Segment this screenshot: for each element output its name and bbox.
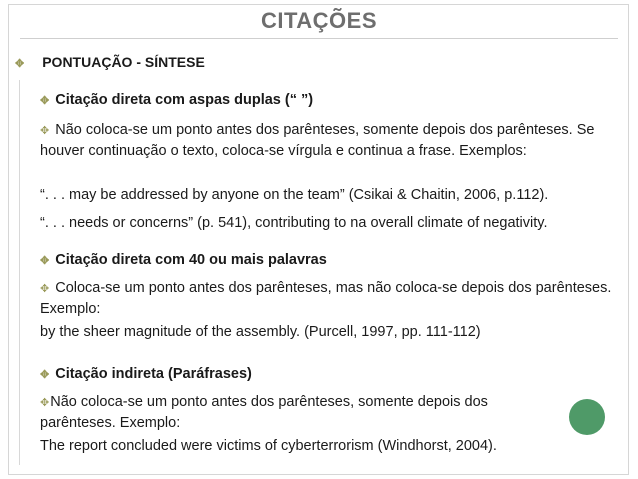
- section-3-header-text: Citação indireta (Paráfrases): [55, 366, 252, 382]
- section-2-note-text: Coloca-se um ponto antes dos parênteses, mas não coloca-se depois dos parênteses. Exemplo:: [40, 280, 612, 317]
- section-1-header: [40, 90, 615, 111]
- diamond-bullet-icon: ✥: [40, 125, 50, 137]
- side-divider: [19, 80, 20, 465]
- main-heading-text: PONTUAÇÃO - SÍNTESE: [42, 54, 205, 70]
- diamond-bullet-icon: ✥: [40, 255, 50, 267]
- section-3-note: [40, 392, 560, 433]
- diamond-bullet-icon: ✥: [40, 369, 50, 381]
- section-3-note-text: Não coloca-se um ponto antes dos parênteses, somente depois dos parênteses. Exemplo:: [40, 394, 488, 431]
- section-1-note-text: Não coloca-se um ponto antes dos parênteses, somente depois dos parênteses. Se houver continuação o texto, coloca-se vírgula e continua a frase. Exemplos:: [40, 122, 595, 159]
- section-1-note: [40, 120, 615, 161]
- diamond-bullet-icon: ✥: [40, 95, 50, 107]
- section-3-example-1: The report concluded were victims of cyberterrorism (Windhorst, 2004).: [40, 438, 497, 454]
- section-2-header-text: Citação direta com 40 ou mais palavras: [55, 252, 327, 268]
- diamond-bullet-icon: ✥: [40, 283, 50, 295]
- diamond-bullet-icon: ✥: [15, 58, 25, 70]
- section-1-header-text: Citação direta com aspas duplas (“ ”): [55, 92, 314, 108]
- section-3-header: [40, 364, 615, 385]
- slide-title: CITAÇÕES: [260, 8, 378, 33]
- section-2-example-1: by the sheer magnitude of the assembly. (Purcell, 1997, pp. 111-112): [40, 324, 481, 340]
- main-heading: [15, 54, 205, 70]
- section-2-note: [40, 278, 615, 319]
- title-divider: [20, 38, 618, 39]
- section-1-example-1: “. . . may be addressed by anyone on the team” (Csikai & Chaitin, 2006, p.112).: [40, 187, 549, 203]
- diamond-bullet-icon: ✥: [40, 397, 50, 409]
- section-1-example-2: “. . . needs or concerns” (p. 541), contributing to na overall climate of negativity.: [40, 215, 548, 231]
- section-2-header: [40, 250, 615, 271]
- decorative-green-circle: [569, 399, 605, 435]
